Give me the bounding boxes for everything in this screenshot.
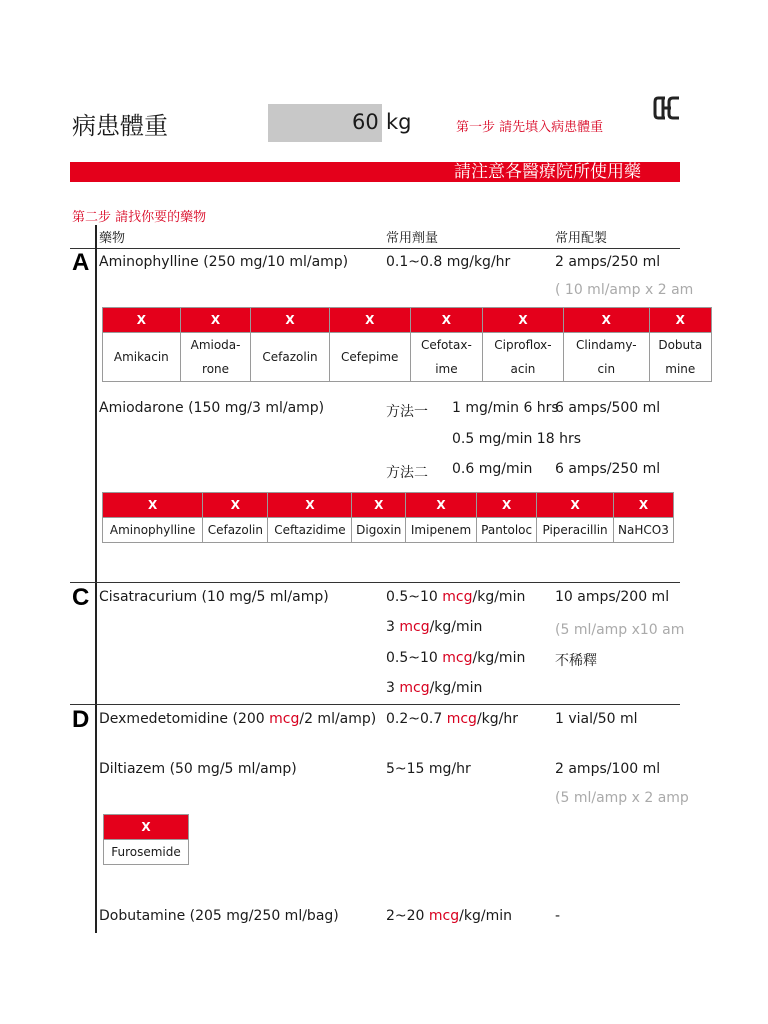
logo-icon: [654, 94, 680, 122]
dose-row: 3 mcg/kg/min: [386, 619, 483, 635]
incompatible-drug: Imipenem: [406, 518, 477, 543]
incompatible-drug: Digoxin: [352, 518, 406, 543]
incompatible-x-mark: X: [477, 493, 537, 518]
incompatible-drug: Cefazolin: [251, 333, 329, 382]
prep-note-aminophylline: ( 10 ml/amp x 2 am: [555, 282, 694, 298]
prep-aminophylline: 2 amps/250 ml: [555, 254, 661, 270]
incompatible-drug: Cefotax- ime: [410, 333, 482, 382]
incompatible-x-mark: X: [104, 815, 189, 840]
prep-no-dilute: 不稀釋: [555, 653, 597, 669]
section-letter-a: A: [72, 249, 90, 276]
method2-prep: 6 amps/250 ml: [555, 461, 661, 477]
drug-name-cisatracurium: Cisatracurium (10 mg/5 ml/amp): [99, 589, 329, 605]
method2-dose: 0.6 mg/min: [452, 461, 533, 477]
weight-value[interactable]: 60: [352, 110, 379, 134]
incompatible-x-mark: X: [352, 493, 406, 518]
incompatible-drug: Cefepime: [329, 333, 410, 382]
incompatible-drug: Piperacillin: [537, 518, 614, 543]
dose-row: 0.5~10 mcg/kg/min: [386, 650, 526, 666]
warning-banner-text: 請注意各醫療院所使用藥: [454, 162, 641, 182]
incompat-table-aminophylline: [102, 307, 703, 383]
prep-dobutamine: -: [555, 908, 561, 924]
weight-label: 病患體重: [72, 112, 168, 140]
weight-unit: kg: [386, 110, 412, 134]
column-header-dose: 常用劑量: [386, 231, 439, 246]
dose-row: 3 mcg/kg/min: [386, 680, 483, 696]
prep-dexmedetomidine: 1 vial/50 ml: [555, 711, 638, 727]
incompatible-x-mark: X: [613, 493, 673, 518]
incompatible-x-mark: X: [482, 308, 563, 333]
prep-diltiazem: 2 amps/100 ml: [555, 761, 661, 777]
incompatible-x-mark: X: [180, 308, 251, 333]
column-header-prep: 常用配製: [555, 231, 608, 246]
incompatible-drug: Cefazolin: [203, 518, 268, 543]
incompatible-drug: Pantoloc: [477, 518, 537, 543]
column-header-drug: 藥物: [99, 231, 126, 246]
method2-label: 方法二: [386, 465, 428, 481]
step1-instruction: 第一步 請先填入病患體重: [456, 120, 604, 135]
header-divider: [70, 248, 680, 249]
incompatible-drug: Clindamy- cin: [564, 333, 650, 382]
section-divider: [95, 225, 97, 933]
incompat-table-diltiazem: [103, 814, 189, 865]
drug-name-dobutamine: Dobutamine (205 mg/250 ml/bag): [99, 908, 339, 924]
section-divider-c: [70, 582, 680, 583]
section-divider-d: [70, 704, 680, 705]
dose-aminophylline: 0.1~0.8 mg/kg/hr: [386, 254, 511, 270]
dose-dobutamine: 2~20 mcg/kg/min: [386, 908, 512, 924]
section-letter-c: C: [72, 584, 90, 611]
warning-banner: [70, 162, 680, 182]
drug-name-dexmedetomidine: Dexmedetomidine (200 mcg/2 ml/amp): [99, 711, 377, 727]
incompatible-drug: Ciproflox- acin: [482, 333, 563, 382]
drug-name-diltiazem: Diltiazem (50 mg/5 ml/amp): [99, 761, 297, 777]
incompatible-x-mark: X: [103, 493, 203, 518]
drug-name-amiodarone: Amiodarone (150 mg/3 ml/amp): [99, 400, 325, 416]
incompatible-x-mark: X: [329, 308, 410, 333]
incompatible-drug: Aminophylline: [103, 518, 203, 543]
incompatible-drug: NaHCO3: [613, 518, 673, 543]
incompatible-drug: Ceftazidime: [268, 518, 352, 543]
incompatible-drug: Amioda- rone: [180, 333, 251, 382]
dose-row: 0.5~10 mcg/kg/min: [386, 589, 526, 605]
prep-cisatracurium: 10 amps/200 ml: [555, 589, 670, 605]
incompatible-x-mark: X: [564, 308, 650, 333]
incompat-table-amiodarone: [102, 492, 675, 540]
method1-dose: 1 mg/min 6 hrs: [452, 400, 559, 416]
drug-name-aminophylline: Aminophylline (250 mg/10 ml/amp): [99, 254, 349, 270]
incompatible-x-mark: X: [251, 308, 329, 333]
incompatible-x-mark: X: [537, 493, 614, 518]
incompatible-drug: Dobuta mine: [649, 333, 711, 382]
method1-label: 方法一: [386, 404, 428, 420]
section-letter-d: D: [72, 706, 90, 733]
incompatible-drug: Furosemide: [104, 840, 189, 865]
incompatible-x-mark: X: [268, 493, 352, 518]
incompatible-x-mark: X: [410, 308, 482, 333]
step2-instruction: 第二步 請找你要的藥物: [72, 210, 207, 225]
incompatible-x-mark: X: [203, 493, 268, 518]
dose-dexmedetomidine: 0.2~0.7 mcg/kg/hr: [386, 711, 519, 727]
incompatible-drug: Amikacin: [103, 333, 181, 382]
incompatible-x-mark: X: [649, 308, 711, 333]
prep-note-diltiazem: (5 ml/amp x 2 amp: [555, 790, 689, 806]
method1-dose2: 0.5 mg/min 18 hrs: [452, 431, 581, 447]
incompatible-x-mark: X: [103, 308, 181, 333]
method1-prep: 6 amps/500 ml: [555, 400, 661, 416]
incompatible-x-mark: X: [406, 493, 477, 518]
prep-note-cisatracurium: (5 ml/amp x10 am: [555, 622, 685, 638]
dose-diltiazem: 5~15 mg/hr: [386, 761, 471, 777]
